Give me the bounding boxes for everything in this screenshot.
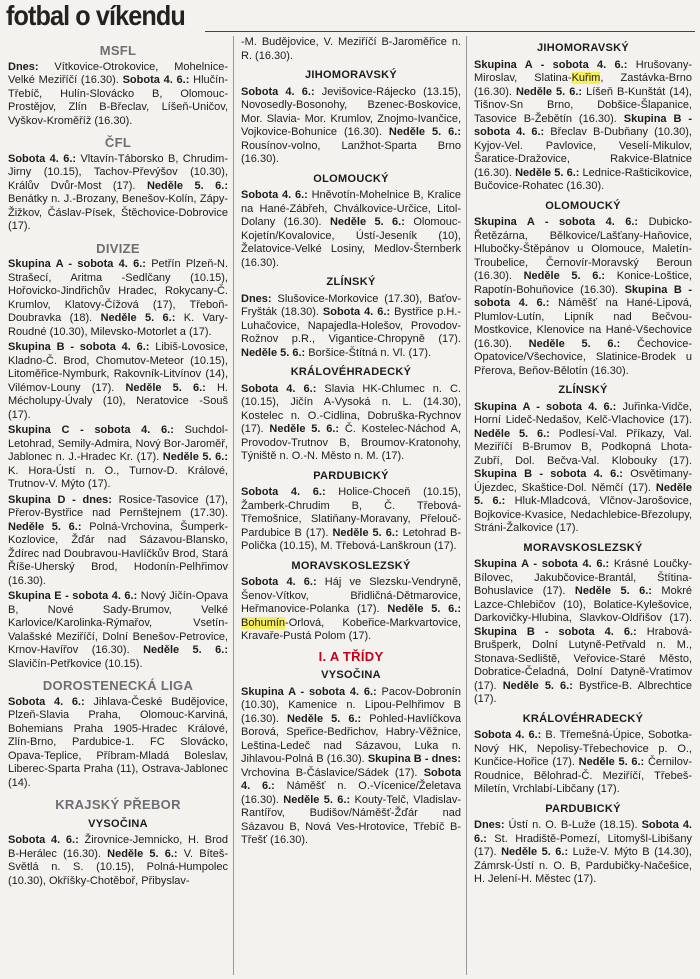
section-heading: MORAVSKOSLEZSKÝ bbox=[523, 541, 643, 554]
date-label: Skupina A - sobota 4. 6.: bbox=[241, 685, 377, 698]
fixture-text: B. Třemešná-Úpice, Sobotka-Nový HK, Nepolisy-Třebechovice p. O., Kunčice-Hořice (17). bbox=[474, 729, 692, 768]
fixture-text: Nový Jičín-Opava B, Nové Sady-Brumov, Velké Karlovice/Karolinka-Rýmařov, Vsetín-Valašské Meziříčí, Dolní Benešov-Petrovice, Krnov-Havířov (16.30). bbox=[8, 590, 228, 656]
section-heading: JIHOMORAVSKÝ bbox=[304, 69, 398, 81]
fixture-paragraph bbox=[474, 216, 692, 378]
fixture-text: Osvětimany-Újezdec, Skaštice-Dol. Němčí (17). bbox=[474, 468, 692, 494]
date-label: Neděle 5. 6.: bbox=[269, 423, 340, 435]
fixture-text: Hrušovany-Miroslav, Slatina- bbox=[474, 58, 692, 84]
section-heading: OLOMOUCKÝ bbox=[545, 199, 621, 212]
date-label: Neděle 5. 6.: bbox=[125, 381, 206, 394]
section-heading: VYSOČINA bbox=[88, 817, 148, 830]
date-label: Sobota 4. 6.: bbox=[474, 819, 692, 845]
date-label: Skupina B - sobota 4. 6.: bbox=[474, 625, 637, 638]
fixture-text: Lednice-Rašticikovice, Bučovice-Rohatec (16.30). bbox=[474, 166, 692, 192]
section-heading: I. A TŘÍDY bbox=[318, 648, 384, 664]
fixture-text: Náměšť n. O.-Vícenice/Želetava (16.30). bbox=[241, 780, 461, 806]
date-label: Skupina A - sobota 4. 6.: bbox=[474, 400, 617, 413]
fixture-paragraph bbox=[8, 494, 228, 589]
date-label: Neděle 5. 6.: bbox=[474, 481, 692, 507]
date-label: Sobota 4. 6.: bbox=[241, 576, 317, 588]
fixture-paragraph bbox=[8, 696, 228, 791]
fixture-paragraph bbox=[8, 153, 228, 234]
fixture-paragraph bbox=[474, 558, 692, 707]
date-label: Neděle 5. 6.: bbox=[501, 846, 569, 858]
fixture-text: -M. Budějovice, V. Meziříčí B-Jaroměřice n. R. (16.30). bbox=[241, 36, 461, 62]
fixture-text: V. Bíteš-Světlá n. S. (10.15), Polná-Humpolec (10.30), Okříšky-Chotěboř, Přibyslav- bbox=[8, 847, 228, 887]
date-label: Sobota 4. 6.: bbox=[122, 74, 190, 86]
fixture-paragraph bbox=[8, 61, 228, 129]
fixture-text: Bystřice p.H.-Luhačovice, Napajedla-Holešov, Provodov-Rožnov p.R., Vigantice-Chropyně (17). bbox=[241, 306, 461, 345]
date-label: Neděle 5. 6.: bbox=[329, 216, 405, 228]
fixture-text: St. Hradiště-Pomezí, Litomyšl-Libišany (17). bbox=[474, 832, 692, 858]
fixture-paragraph bbox=[474, 729, 692, 797]
fixture-paragraph bbox=[8, 590, 228, 671]
fixture-text: Vrchovina B-Čáslavice/Sádek (17). bbox=[241, 766, 424, 779]
fixture-text: Pohled-Havlíčkova Borová, Speřice-Bedřichov, Habry-Věžnice, Leština-Ledeč nad Sázavou, Luka n. Jihlavou-Polná B (16.30). bbox=[241, 712, 461, 765]
highlighted-team: Kuřim bbox=[571, 72, 601, 84]
date-label: Neděle 5. 6.: bbox=[388, 126, 461, 138]
date-label: Neděle 5. 6.: bbox=[502, 679, 573, 692]
fixture-text: Rousínov-volno, Lanžhot-Sparta Brno (16.30). bbox=[241, 139, 461, 165]
fixture-text: Háj ve Slezsku-Vendryně, Šenov-Vítkov, Břidličná-Dětmarovice, Heřmanovice-Polanka (17). bbox=[241, 576, 461, 615]
fixture-text: Rosice-Tasovice (17), Přerov-Bystřice nad Pernštejnem (17.30). bbox=[8, 493, 228, 519]
section-heading: MORAVSKOSLEZSKÝ bbox=[291, 559, 411, 572]
date-label: Neděle 5. 6.: bbox=[162, 451, 228, 463]
fixture-paragraph bbox=[474, 401, 692, 536]
fixture-text: Konice-Loštice, Rapotín-Bohuňovice (16.30). bbox=[474, 270, 692, 296]
date-label: Skupina B - dnes: bbox=[367, 753, 461, 765]
column-divider bbox=[466, 36, 467, 975]
fixture-text: Vítkovice-Otrokovice, Mohelnice-Velké Meziříčí (16.30). bbox=[8, 60, 228, 86]
section-heading: MSFL bbox=[99, 43, 137, 58]
fixture-paragraph bbox=[241, 383, 461, 464]
fixture-text: Podlesí-Val. Příkazy, Val. Meziříčí B-Brumov B, Podkopná Lhota-Zubří, Dol. Bečva-Val. Klobouky (17). bbox=[474, 427, 692, 467]
fixture-text: Líšeň B-Kunštát (14), Tišnov-Sn Brno, Dobšice-Šlapanice, Tasovice B-Žebětín (16.30). bbox=[474, 85, 692, 125]
fixture-paragraph bbox=[241, 486, 461, 554]
fixture-text: Hluk-Mladcová, Vlčnov-Jarošovice, Bojkovice-Kvasice, Nedachlebice-Březolupy, Stráni-Žalkovice (17). bbox=[474, 495, 692, 534]
date-label: Neděle 5. 6.: bbox=[332, 526, 399, 539]
fixture-text: Libiš-Lovosice, Kladno-Č. Brod, Chomutov-Meteor (10.15), Litoměřice-Nymburk, Rakovník-Litvínov (14), Vilémov-Louny (17). bbox=[8, 341, 228, 394]
column-2 bbox=[241, 36, 461, 975]
date-label: Sobota 4. 6.: bbox=[322, 306, 391, 318]
fixture-paragraph bbox=[474, 819, 692, 887]
fixture-text: H. Mécholupy-Úvaly (10), Neratovice -Souš (17). bbox=[8, 381, 228, 421]
fixture-text: Olomouc-Kojetín/Kovalovice, Ústí-Jeseník (10), Želatovice-Velké Losiny, Medlov-Šternberk (16.30). bbox=[241, 216, 461, 269]
fixture-text: Holice-Choceň (10.15), Žamberk-Chrudim B, Č. Třebová-Třemošnice, Slatiňany-Moravany, Přelouč-Pardubice B (17). bbox=[241, 486, 461, 539]
date-label: Skupina D - dnes: bbox=[8, 493, 112, 506]
fixture-paragraph bbox=[241, 686, 461, 848]
fixture-text: Slušovice-Morkovice (17.30), Baťov-Fryšták (18.30). bbox=[241, 292, 461, 318]
fixture-text: Letohrad B-Polička (10.15), M. Třebová-Lanškroun (17). bbox=[241, 526, 461, 552]
fixture-text: K. Hora-Ústí n. O., Turnov-D. Králové, Trutnov-V. Mýto (17). bbox=[8, 464, 228, 490]
fixture-paragraph bbox=[241, 36, 461, 63]
fixture-text: Petřín Plzeň-N. Strašecí, Aritma -Sedlčany (10.15), Hořovicko-Jindřichův Hradec, Rokycany-Č. Krumlov, Klatovy-Čížová (17), Třeboň-Doubravka (18). bbox=[8, 258, 228, 324]
date-label: Neděle 5. 6.: bbox=[100, 312, 176, 324]
section-heading: KRAJSKÝ PŘEBOR bbox=[55, 797, 181, 812]
fixture-text: Bystřice-B. Albrechtice (17). bbox=[474, 679, 692, 705]
section-heading: PARDUBICKÝ bbox=[313, 469, 389, 482]
date-label: Neděle 5. 6.: bbox=[578, 756, 645, 768]
fixture-text: Boršice-Štítná n. Vl. (17). bbox=[305, 346, 432, 359]
date-label: Neděle 5. 6.: bbox=[283, 793, 351, 806]
fixture-text: Benátky n. J.-Brozany, Benešov-Kolín, Zápy-Žižkov, Čáslav-Písek, Štěchovice-Dobrovice (17). bbox=[8, 193, 228, 232]
title-rule bbox=[205, 31, 695, 32]
column-divider bbox=[233, 36, 234, 975]
section-heading: DOROSTENECKÁ LIGA bbox=[42, 678, 194, 693]
fixture-text: Juřinka-Vidče, Horní Lideč-Nedašov, Kelč-Vlachovice (17). bbox=[474, 400, 692, 426]
fixture-text: Břeclav B-Dubňany (10.30), Kyjov-Vel. Pavlovice, Veselí-Mikulov, Šaratice-Dražovice, Rakvice-Blatnice (16.30). bbox=[474, 126, 692, 179]
fixture-text: , Zastávka-Brno (16.30). bbox=[474, 72, 692, 98]
fixture-paragraph bbox=[8, 424, 228, 492]
fixture-paragraph bbox=[8, 834, 228, 888]
date-label: Skupina A - sobota 4. 6.: bbox=[474, 216, 639, 228]
section-heading: VYSOČINA bbox=[321, 669, 381, 681]
fixture-text: Ústí n. O. B-Luže (18.15). bbox=[504, 819, 642, 831]
fixture-paragraph bbox=[241, 86, 461, 167]
column-3 bbox=[474, 36, 692, 975]
fixture-text: Suchdol-Letohrad, Semily-Admira, Nový Bor-Jaroměř, Jablonec n. J.-Hradec Kr. (17). bbox=[8, 424, 228, 463]
date-label: Neděle 5. 6.: bbox=[474, 427, 550, 440]
date-label: Sobota 4. 6.: bbox=[241, 382, 317, 395]
fixture-text: Č. Kostelec-Náchod A, Provodov-Trutnov B, Broumov-Kratonohy, Týniště n. O.-N. Město n. M. (17). bbox=[241, 423, 461, 462]
fixture-text: Luže-V. Mýto B (14.30), Zámrsk-Ústí n. O. B, Pardubičky-Načešice, H. Jelení-H. Městec (17). bbox=[474, 846, 692, 885]
fixture-text: Jevišovice-Rájecko (13.15), Novosedly-Bosonohy, Bzenec-Boskovice, Mor. Slavia- Mor. Krumlov, Znojmo-Ivančice, Vojkovice-Bohunice (16.30). bbox=[241, 85, 461, 138]
fixture-text: K. Vary-Roudné (10.30), Milevsko-Motorlet a (17). bbox=[8, 312, 228, 338]
fixture-text: Polná-Vrchovina, Šumperk-Kozlovice, Žďár nad Sázavou-Blansko, Ždírec nad Doubravou-Havlíčkův Brod, Stará Říše-Uherský Brod, Hodonín-Pelhřimov (16.30). bbox=[8, 520, 228, 587]
date-label: Neděle 5. 6.: bbox=[286, 712, 362, 725]
date-label: Dnes: bbox=[8, 60, 39, 73]
date-label: Skupina A - sobota 4. 6.: bbox=[474, 58, 628, 71]
section-heading: DIVIZE bbox=[96, 240, 140, 256]
section-heading: KRÁLOVÉHRADECKÝ bbox=[522, 712, 644, 725]
section-heading: KRÁLOVÉHRADECKÝ bbox=[290, 366, 412, 378]
date-label: Skupina B - sobota 4. 6.: bbox=[8, 341, 150, 353]
fixture-text: Pacov-Dobronín (10.30), Kamenice n. Lipou-Pelhřimov B (16.30). bbox=[241, 685, 461, 725]
date-label: Sobota 4. 6.: bbox=[8, 834, 79, 846]
date-label: Neděle 5. 6.: bbox=[515, 166, 580, 179]
date-label: Sobota 4. 6.: bbox=[241, 766, 461, 792]
fixture-text: Kouty-Telč, Vladislav-Rantířov, Budišov/Náměšť-Žďár nad Sázavou B, Nová Ves-Hrotovice, Třebíč B-Třešť (16.30). bbox=[241, 793, 461, 846]
fixture-text: Náměšť na Hané-Lipová, Plumlov-Lutín, Lipník nad Bečvou-Mostkovice, Klenovice na Hané-Všechovice (16.30). bbox=[474, 297, 692, 350]
date-label: Sobota 4. 6.: bbox=[241, 85, 315, 98]
date-label: Neděle 5. 6.: bbox=[515, 85, 583, 98]
fixture-paragraph bbox=[241, 293, 461, 361]
date-label: Skupina B - sobota 4. 6.: bbox=[474, 468, 623, 480]
date-label: Skupina A - sobota 4. 6.: bbox=[8, 258, 146, 270]
section-heading: OLOMOUCKÝ bbox=[313, 172, 389, 185]
date-label: Neděle 5. 6.: bbox=[146, 179, 228, 192]
date-label: Skupina C - sobota 4. 6.: bbox=[8, 424, 174, 436]
date-label: Neděle 5. 6.: bbox=[574, 585, 652, 597]
date-label: Neděle 5. 6.: bbox=[8, 520, 82, 533]
fixture-text: Hrabová-Brušperk, Dolní Lutyně-Petřvald n. M., Stonava-Sedliště, Veřovice-Staré Město, Dobratice-Čeladná, Dolní Datyně-Vratimov (17). bbox=[474, 625, 692, 692]
date-label: Neděle 5. 6.: bbox=[387, 603, 461, 615]
date-label: Dnes: bbox=[474, 819, 505, 831]
fixture-text: Černilov-Roudnice, Bělohrad-Č. Meziříčí, Třebeš-Miletín, Vrchlabí-Libčany (17). bbox=[474, 756, 692, 795]
fixture-paragraph bbox=[474, 59, 692, 194]
page-title: fotbal o víkendu bbox=[6, 0, 185, 31]
date-label: Sobota 4. 6.: bbox=[474, 729, 542, 741]
date-label: Sobota 4. 6.: bbox=[241, 486, 326, 498]
date-label: Sobota 4. 6.: bbox=[241, 189, 308, 201]
highlighted-team: Bohumín bbox=[241, 616, 286, 629]
date-label: Neděle 5. 6.: bbox=[143, 644, 228, 656]
fixture-paragraph bbox=[241, 576, 461, 644]
fixture-paragraph bbox=[8, 341, 228, 422]
fixture-text: Slavičín-Petřkovice (10.15). bbox=[8, 657, 143, 670]
fixture-text: Slavia HK-Chlumec n. C. (10.15), Jičín A-Vysoká n. L. (14.30), Kostelec n. O.-Cidlina, Dobruška-Rychnov (17). bbox=[241, 382, 461, 435]
section-heading: JIHOMORAVSKÝ bbox=[536, 42, 630, 54]
fixture-paragraph bbox=[8, 258, 228, 339]
date-label: Neděle 5. 6.: bbox=[523, 270, 606, 282]
fixture-text: Čechovice-Opatovice/Všechovice, Slatinice-Brodek u Přerova, Beňov-Bělotín (16.30). bbox=[474, 337, 692, 377]
fixture-text: Žirovnice-Jemnicko, H. Brod B-Herálec (16.30). bbox=[8, 834, 228, 860]
date-label: Neděle 5. 6.: bbox=[528, 337, 621, 350]
section-heading: ZLÍNSKÝ bbox=[326, 276, 376, 288]
date-label: Sobota 4. 6.: bbox=[8, 695, 85, 708]
date-label: Neděle 5. 6.: bbox=[241, 346, 306, 359]
fixture-paragraph bbox=[241, 189, 461, 270]
date-label: Skupina E - sobota 4. 6.: bbox=[8, 590, 138, 602]
section-heading: ČFL bbox=[104, 135, 132, 150]
fixture-text: Dubicko-Řetězárna, Bělkovice/Lašťany-Haňovice, Hlubočky-Štěpánov u Olomouce, Maletín-Troubelice, Černovír-Moravský Beroun (16.30). bbox=[474, 216, 692, 282]
date-label: Dnes: bbox=[241, 292, 272, 305]
fixture-text: Hlučín-Třebíč, Hulín-Slovácko B, Olomouc-Prostějov, Zlín B-Břeclav, Líšeň-Uničov, Vyškov-Kroměříž (16.30). bbox=[8, 74, 228, 127]
fixture-text: -Orlová, Kobeřice-Markvartovice, Kravaře-Pustá Polom (17). bbox=[241, 616, 461, 642]
section-heading: ZLÍNSKÝ bbox=[558, 384, 608, 396]
date-label: Sobota 4. 6.: bbox=[8, 152, 77, 165]
fixture-text: Vltavín-Táborsko B, Chrudim-Jirny (10.15), Tachov-Převýšov (10.30), Králův Dvůr-Most (17). bbox=[8, 152, 228, 192]
date-label: Neděle 5. 6.: bbox=[107, 847, 178, 860]
date-label: Skupina B - sobota 4. 6.: bbox=[474, 112, 692, 138]
fixture-text: Mokré Lazce-Chlebičov (10), Bolatice-Kylešovice, Darkovičky-Hlubina, Slavkov-Oldřišov (17). bbox=[474, 585, 692, 624]
date-label: Skupina B - sobota 4. 6.: bbox=[474, 283, 692, 309]
column-1 bbox=[8, 36, 228, 975]
date-label: Skupina A - sobota 4. 6.: bbox=[474, 558, 610, 570]
fixture-text: Krásné Loučky-Bílovec, Jakubčovice-Brantál, Štítina-Bohuslavice (17). bbox=[474, 558, 692, 597]
fixture-text: Jihlava-České Budějovice, Plzeň-Slavia Praha, Olomouc-Karviná, Bohemians Praha 1905-Hradec Králové, Zlín-Brno, Pardubice-1. FC Slovácko, Opava-Teplice, Příbram-Mladá Boleslav, Liberec-Sparta Praha (11), Ostrava-Jablonec (14). bbox=[8, 695, 228, 789]
fixture-text: Hněvotín-Mohelnice B, Kralice na Hané-Zábřeh, Chválkovice-Určice, Litol-Dolany (16.30). bbox=[241, 189, 461, 228]
section-heading: PARDUBICKÝ bbox=[545, 802, 621, 815]
